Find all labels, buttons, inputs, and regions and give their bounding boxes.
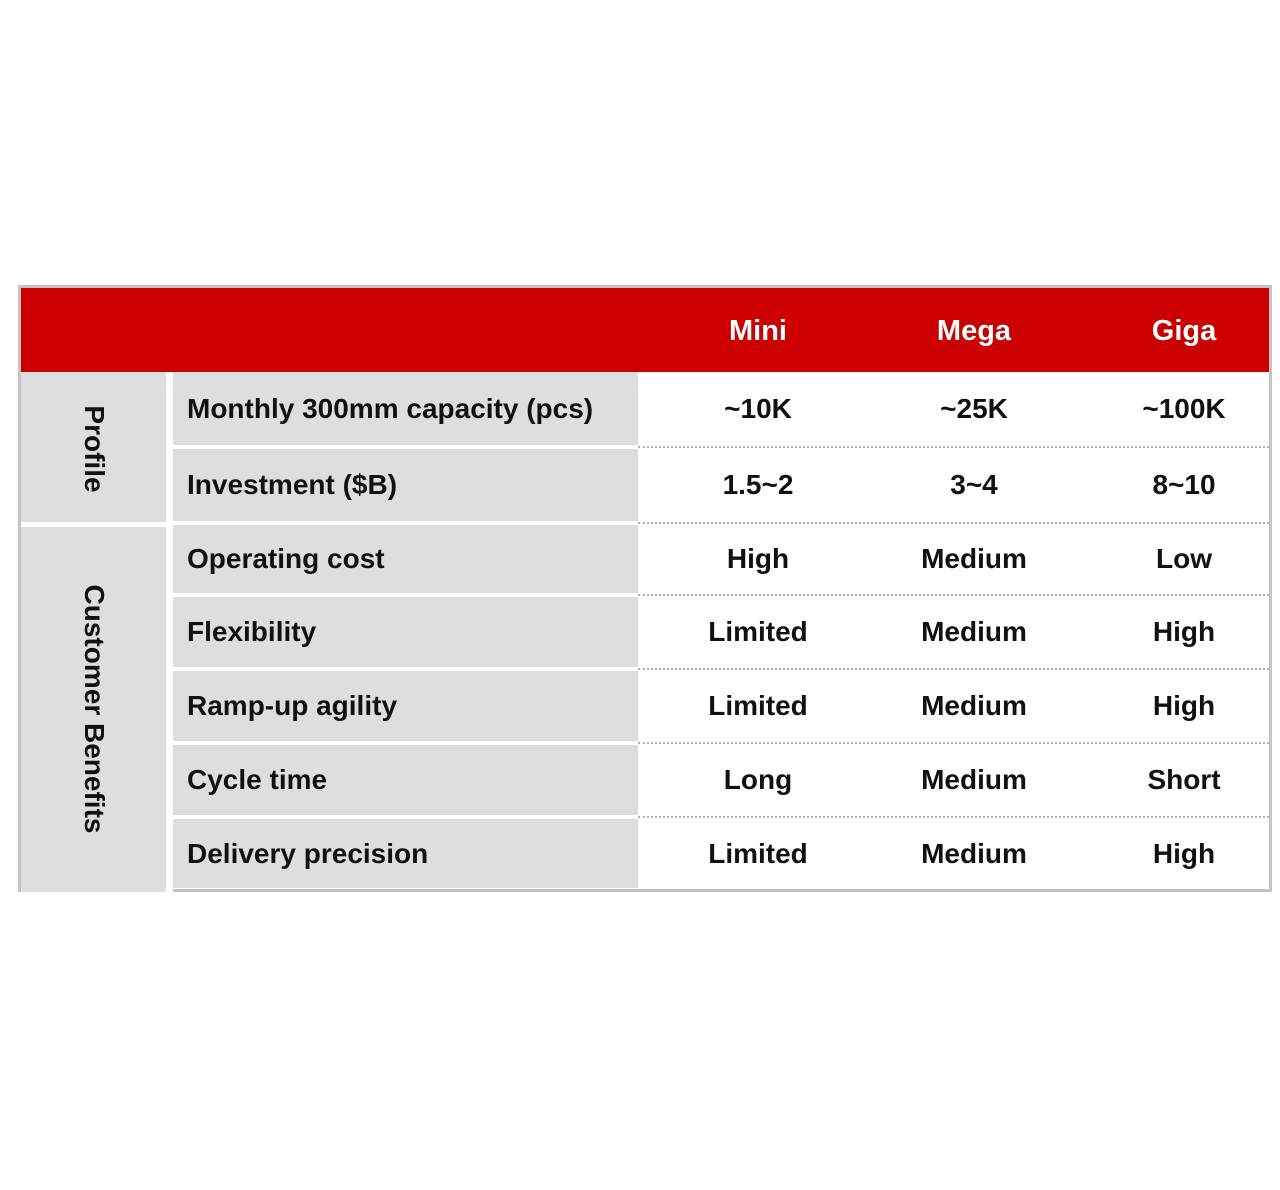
row-label: Ramp-up agility	[173, 671, 638, 741]
row-label: Operating cost	[173, 525, 638, 593]
cell-giga: High	[1152, 690, 1216, 721]
cell-mega: Medium	[921, 616, 1027, 647]
group-divider	[21, 522, 166, 527]
column-header-mini: Mini	[729, 315, 787, 347]
cell-mega: Medium	[921, 837, 1027, 869]
cell-mini: ~10K	[724, 392, 792, 424]
group-profile	[21, 372, 166, 525]
table-header	[21, 288, 1269, 372]
row-label: Flexibility	[173, 597, 638, 667]
cell-giga: Short	[1147, 764, 1221, 795]
column-header-mega: Mega	[936, 315, 1012, 347]
row-divider	[638, 522, 1269, 524]
cell-mini: Limited	[708, 837, 808, 869]
comparison-table	[18, 285, 1272, 892]
row-divider	[638, 446, 1269, 448]
cell-mega: Medium	[921, 764, 1027, 795]
cell-mini: 1.5~2	[722, 469, 794, 500]
cell-mini: Long	[723, 764, 793, 795]
cell-mega: Medium	[921, 690, 1027, 721]
cell-mega: ~25K	[940, 392, 1008, 424]
cell-giga: ~100K	[1142, 392, 1226, 424]
row-label: Cycle time	[173, 745, 638, 815]
cell-mega: Medium	[921, 543, 1027, 574]
row-label: Delivery precision	[173, 819, 638, 888]
row-label: Monthly 300mm capacity (pcs)	[173, 372, 638, 445]
cell-mini: Limited	[708, 616, 808, 647]
row-divider	[638, 594, 1269, 596]
row-divider	[638, 668, 1269, 670]
cell-giga: High	[1152, 837, 1216, 869]
cell-giga: 8~10	[1152, 469, 1216, 500]
group-label: Profile	[78, 404, 110, 493]
cell-giga: High	[1152, 616, 1216, 647]
row-divider	[638, 816, 1269, 818]
group-customer-benefits	[21, 525, 166, 892]
column-separator	[166, 372, 173, 892]
group-label: Customer Benefits	[78, 584, 110, 833]
cell-mini: High	[726, 543, 790, 574]
cell-mega: 3~4	[950, 469, 998, 500]
cell-giga: Low	[1156, 543, 1212, 574]
column-header-giga: Giga	[1151, 315, 1217, 347]
row-label: Investment ($B)	[173, 449, 638, 521]
row-divider	[638, 742, 1269, 744]
cell-mini: Limited	[708, 690, 808, 721]
